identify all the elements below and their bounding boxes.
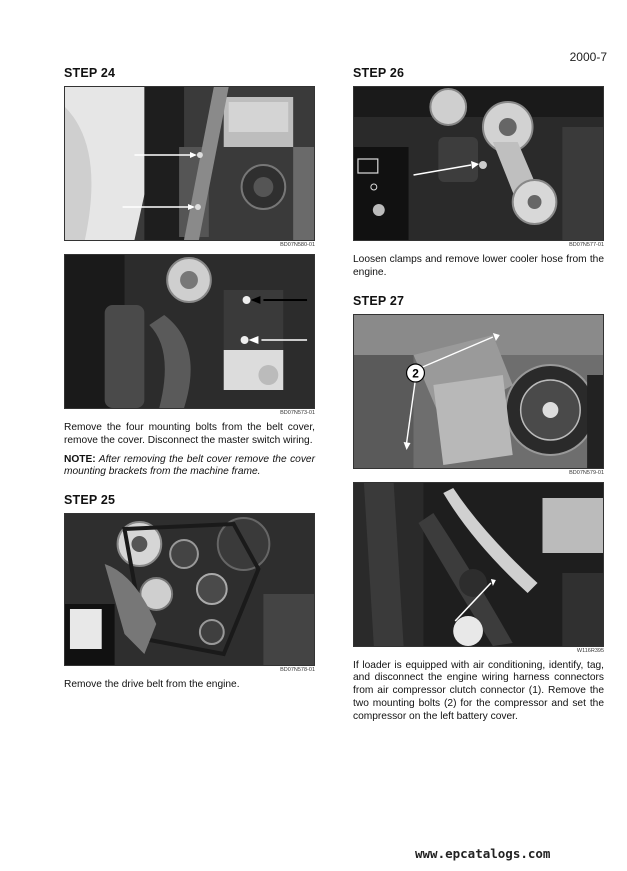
step-24-note xyxy=(64,454,315,480)
note-label: NOTE: xyxy=(64,453,96,465)
step-27-photo-2 xyxy=(353,482,604,647)
step-24-photo-1 xyxy=(64,86,315,241)
step-26-heading: STEP 26 xyxy=(353,66,405,80)
step-24-photo-2 xyxy=(64,254,315,409)
watermark: www.epcatalogs.com xyxy=(415,846,551,861)
step-27-heading: STEP 27 xyxy=(353,293,405,308)
step-24-caption: Remove the four mounting bolts from the belt cover, remove the cover. Disconnect the master switch wiring. xyxy=(64,422,315,446)
step-26-photo-id: BD07N577-01 xyxy=(569,242,604,248)
step-27-photo-1 xyxy=(353,314,604,469)
step-25-photo-id: BD07N578-01 xyxy=(280,667,315,674)
step-27-photo-1-id: BD07N579-01 xyxy=(569,469,604,476)
note-text: After removing the belt cover remove the cover mounting brackets from the machine frame. xyxy=(64,453,315,478)
step-26-photo xyxy=(353,86,604,241)
step-26-caption: Loosen clamps and remove lower cooler hose from the engine. xyxy=(353,254,604,278)
step-25-caption: Remove the drive belt from the engine. xyxy=(64,679,240,691)
step-27-caption: If loader is equipped with air conditioning, identify, tag, and disconnect the engine wiring harness connectors from air compressor clutch connector (1). Remove the two mounting bolts (2) for the compressor and set the compressor on the left battery cover. xyxy=(353,659,604,722)
page-number: 2000-7 xyxy=(569,50,607,64)
left-column xyxy=(64,66,315,692)
step-25-heading: STEP 25 xyxy=(64,493,116,508)
step-24-photo-1-id: BD07N580-01 xyxy=(280,242,315,248)
callout-2-label: 2 xyxy=(412,366,419,381)
step-27-photo-2-id: W116R395 xyxy=(576,647,604,654)
step-24-photo-2-id: BD07N573-01 xyxy=(280,410,315,416)
step-25-photo xyxy=(64,513,315,666)
step-24-heading: STEP 24 xyxy=(64,66,116,80)
right-column xyxy=(353,66,604,724)
